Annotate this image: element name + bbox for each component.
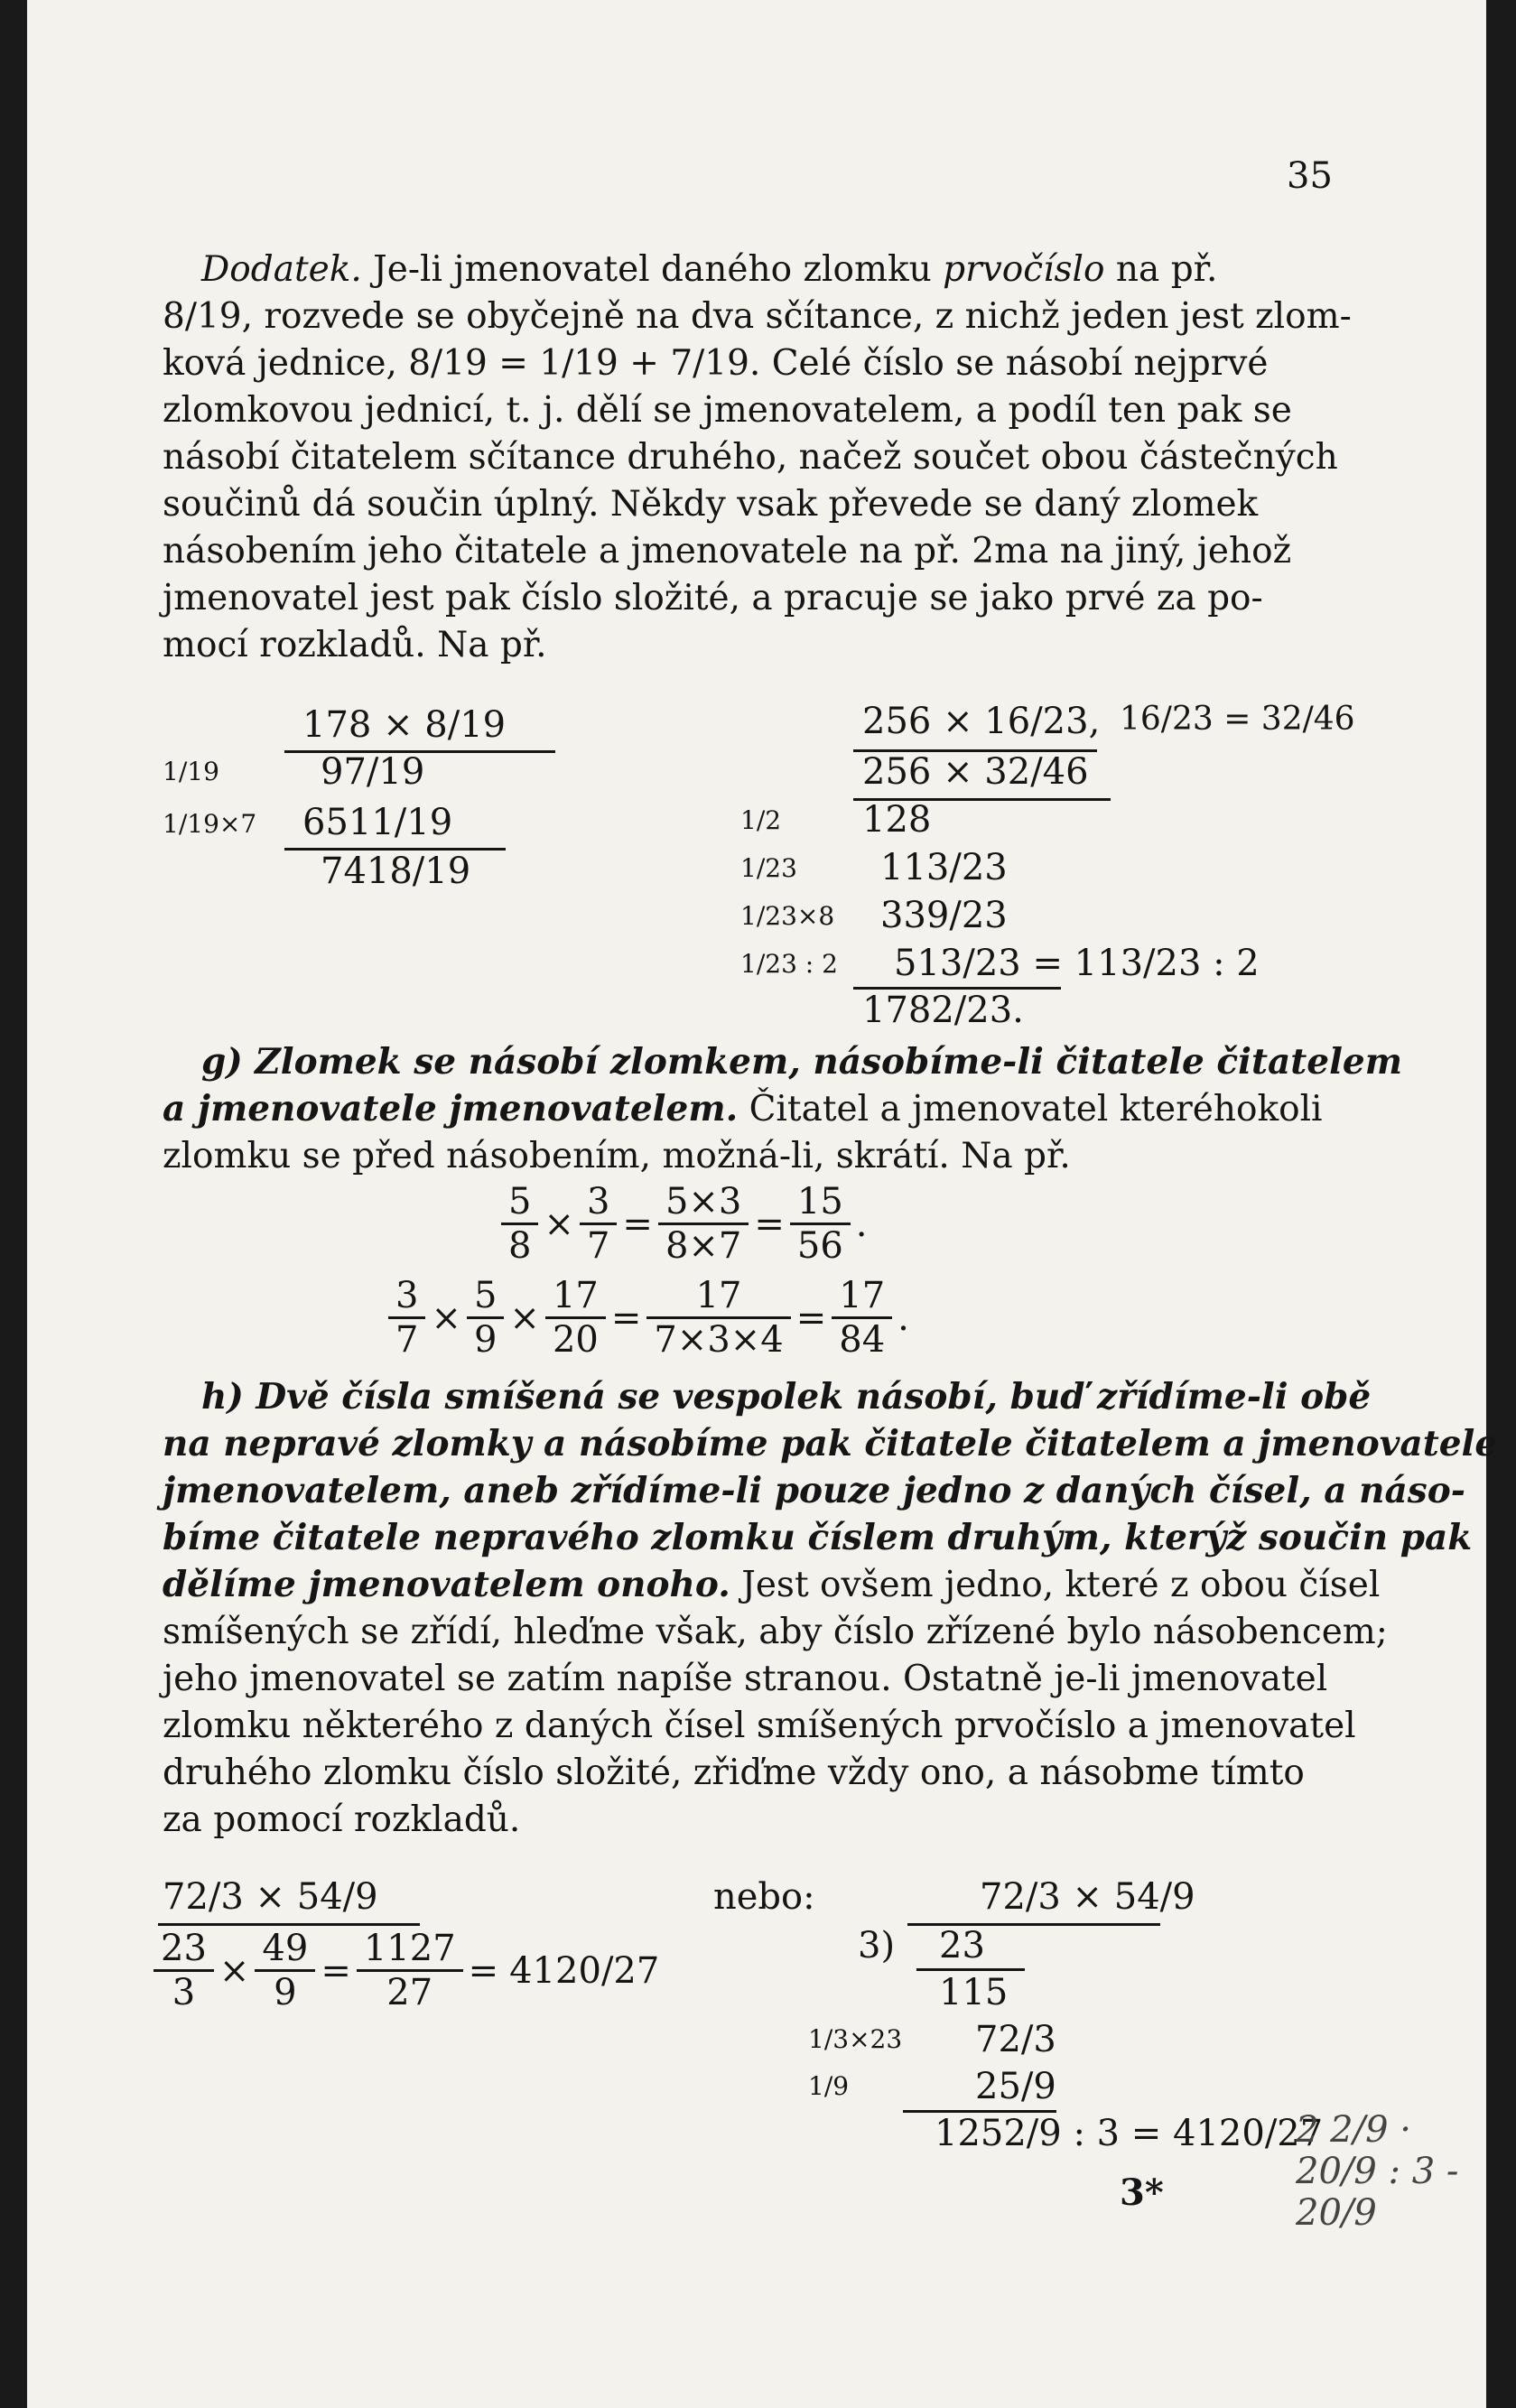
page-number: 35 — [1287, 155, 1333, 197]
fraction: $\frac{17}{20}$ — [545, 1275, 606, 1361]
calc-label: 1/19 — [163, 757, 219, 786]
page — [27, 0, 1498, 2408]
text-line: jeho jmenovatel se zatím napíše stranou. Ostatně je-li jmenovatel — [163, 1659, 1328, 1699]
text-line: mocí rozkladů. Na př. — [163, 625, 547, 665]
signature-mark: 3* — [1120, 2171, 1164, 2214]
fraction: $\frac{17}{7\times 3\times 4}$ — [646, 1275, 790, 1361]
calc-row: 7418/19 — [321, 851, 471, 892]
calc-label: 3) — [858, 1925, 896, 1966]
calc-row: 178 × 8/19 — [302, 704, 507, 746]
text-line: na nepravé zlomky a násobíme pak čitatele čitatelem a jmenovatele — [163, 1423, 1498, 1464]
fraction: $\frac{3}{7}$ — [388, 1275, 425, 1361]
emphasis: a jmenovatele jmenovatelem. — [163, 1088, 739, 1130]
nebo-label: nebo: — [713, 1876, 815, 1918]
calc-rule — [158, 1923, 420, 1926]
calc-label: 1/3×23 — [808, 2024, 903, 2054]
calc-label: 1/9 — [808, 2071, 850, 2101]
text-line: zlomku se před násobením, možná-li, skrátí. Na př. — [163, 1136, 1071, 1176]
calc-row: 128 — [862, 799, 932, 841]
calc-note: 16/23 = 32/46 — [1120, 701, 1355, 738]
text-line: součinů dá součin úplný. Někdy vsak převede se daný zlomek — [163, 484, 1259, 525]
handwritten-note: 2 2/9 · 20/9 : 3 - 20/9 — [1296, 2109, 1459, 2234]
calc-row: 1782/23. — [862, 990, 1024, 1031]
fraction: $\frac{49}{9}$ — [255, 1928, 315, 2013]
fraction: $\frac{23}{3}$ — [153, 1928, 214, 2013]
fraction: $\frac{3}{7}$ — [580, 1181, 617, 1267]
dodatek-title: Dodatek. — [201, 249, 362, 290]
calc-row: 72/3 — [975, 2019, 1056, 2060]
calc-row: 25/9 — [975, 2066, 1056, 2107]
text-line: druhého zlomku číslo složité, zřiďme vždy ono, a násobme tímto — [163, 1753, 1305, 1793]
calc-row: 97/19 — [321, 751, 425, 793]
fraction: $\frac{17}{84}$ — [832, 1275, 892, 1361]
calc-row: 1252/9 : 3 = 4120/27 — [935, 2113, 1324, 2154]
calc-label: 1/2 — [740, 805, 782, 835]
calc-row: 339/23 — [880, 895, 1008, 936]
text-line: 8/19, rozvede se obyčejně na dva sčítance, z nichž jeden jest zlom- — [163, 296, 1352, 337]
calc-row: 256 × 32/46 — [862, 751, 1089, 793]
fraction: $\frac{5\times 3}{8\times 7}$ — [658, 1181, 749, 1267]
calc-label: 1/19×7 — [163, 809, 257, 839]
text-line: Jest ovšem jedno, které z obou čísel — [741, 1565, 1381, 1605]
equation-1: $\frac{5}{8}$ × $\frac{3}{7}$ = $\frac{5\times 3}{8\times 7}$ = $\frac{15}{56}$ . — [501, 1181, 873, 1267]
text-line: jmenovatel jest pak číslo složité, a pracuje se jako prvé za po- — [163, 578, 1263, 618]
calc-label: 1/23×8 — [740, 901, 835, 931]
dodatek-paragraph — [163, 246, 1352, 669]
section-g — [163, 1038, 1402, 1180]
calc-row: 115 — [939, 1972, 1009, 2013]
calc-row: 72/3 × 54/9 — [163, 1876, 378, 1918]
calc-rule — [916, 1968, 1025, 1971]
text-line: ková jednice, 8/19 = 1/19 + 7/19. Celé číslo se násobí nejprvé — [163, 343, 1269, 384]
equation-2: $\frac{3}{7}$ × $\frac{5}{9}$ × $\frac{17}{20}$ = $\frac{17}{7\times 3\times 4}$ = $\frac{17}{84}$ . — [388, 1275, 915, 1361]
calc-row: 72/3 × 54/9 — [980, 1876, 1195, 1918]
text-line: jmenovatelem, aneb zřídíme-li pouze jedno z daných čísel, a náso- — [163, 1470, 1465, 1511]
calc-row: 23 — [939, 1925, 985, 1966]
emphasis: dělíme jmenovatelem onoho. — [163, 1564, 730, 1605]
text-line: násobením jeho čitatele a jmenovatele na př. 2ma na jiný, jehož — [163, 531, 1292, 572]
calc-label: 1/23 : 2 — [740, 949, 838, 979]
text-line: zlomkovou jednicí, t. j. dělí se jmenovatelem, a podíl ten pak se — [163, 390, 1292, 431]
emphasis: prvočíslo — [943, 249, 1105, 290]
calc-row: 113/23 — [880, 847, 1008, 888]
calc-label: 1/23 — [740, 853, 797, 883]
calc-row: 256 × 16/23, — [862, 701, 1101, 742]
fraction: $\frac{1127}{27}$ — [357, 1928, 463, 2013]
equation-3: $\frac{23}{3}$ × $\frac{49}{9}$ = $\frac{1127}{27}$ = 4120/27 — [153, 1928, 665, 2013]
text-line: Čitatel a jmenovatel kteréhokoli — [749, 1089, 1323, 1130]
calc-row: 513/23 = 113/23 : 2 — [894, 943, 1260, 984]
text-line: smíšených se zřídí, hleďme však, aby číslo zřízené bylo násobencem; — [163, 1612, 1388, 1652]
calc-row: 6511/19 — [302, 802, 453, 843]
fraction: $\frac{5}{8}$ — [501, 1181, 538, 1267]
section-g-heading: g) Zlomek se násobí zlomkem, násobíme-li čitatele čitatelem — [201, 1041, 1402, 1083]
section-h — [163, 1373, 1497, 1844]
text-line: bíme čitatele nepravého zlomku číslem druhým, kterýž součin pak — [163, 1517, 1473, 1558]
text-line: zlomku některého z daných čísel smíšených prvočíslo a jmenovatel — [163, 1706, 1356, 1746]
fraction: $\frac{15}{56}$ — [790, 1181, 851, 1267]
text-line: za pomocí rozkladů. — [163, 1799, 521, 1840]
text-line: na př. — [1115, 249, 1218, 290]
text-line: násobí čitatelem sčítance druhého, načež součet obou částečných — [163, 437, 1338, 478]
text-line: Je-li jmenovatel daného zlomku — [373, 249, 932, 290]
fraction: $\frac{5}{9}$ — [467, 1275, 504, 1361]
section-h-heading: h) Dvě čísla smíšená se vespolek násobí, buď zřídíme-li obě — [201, 1376, 1372, 1418]
